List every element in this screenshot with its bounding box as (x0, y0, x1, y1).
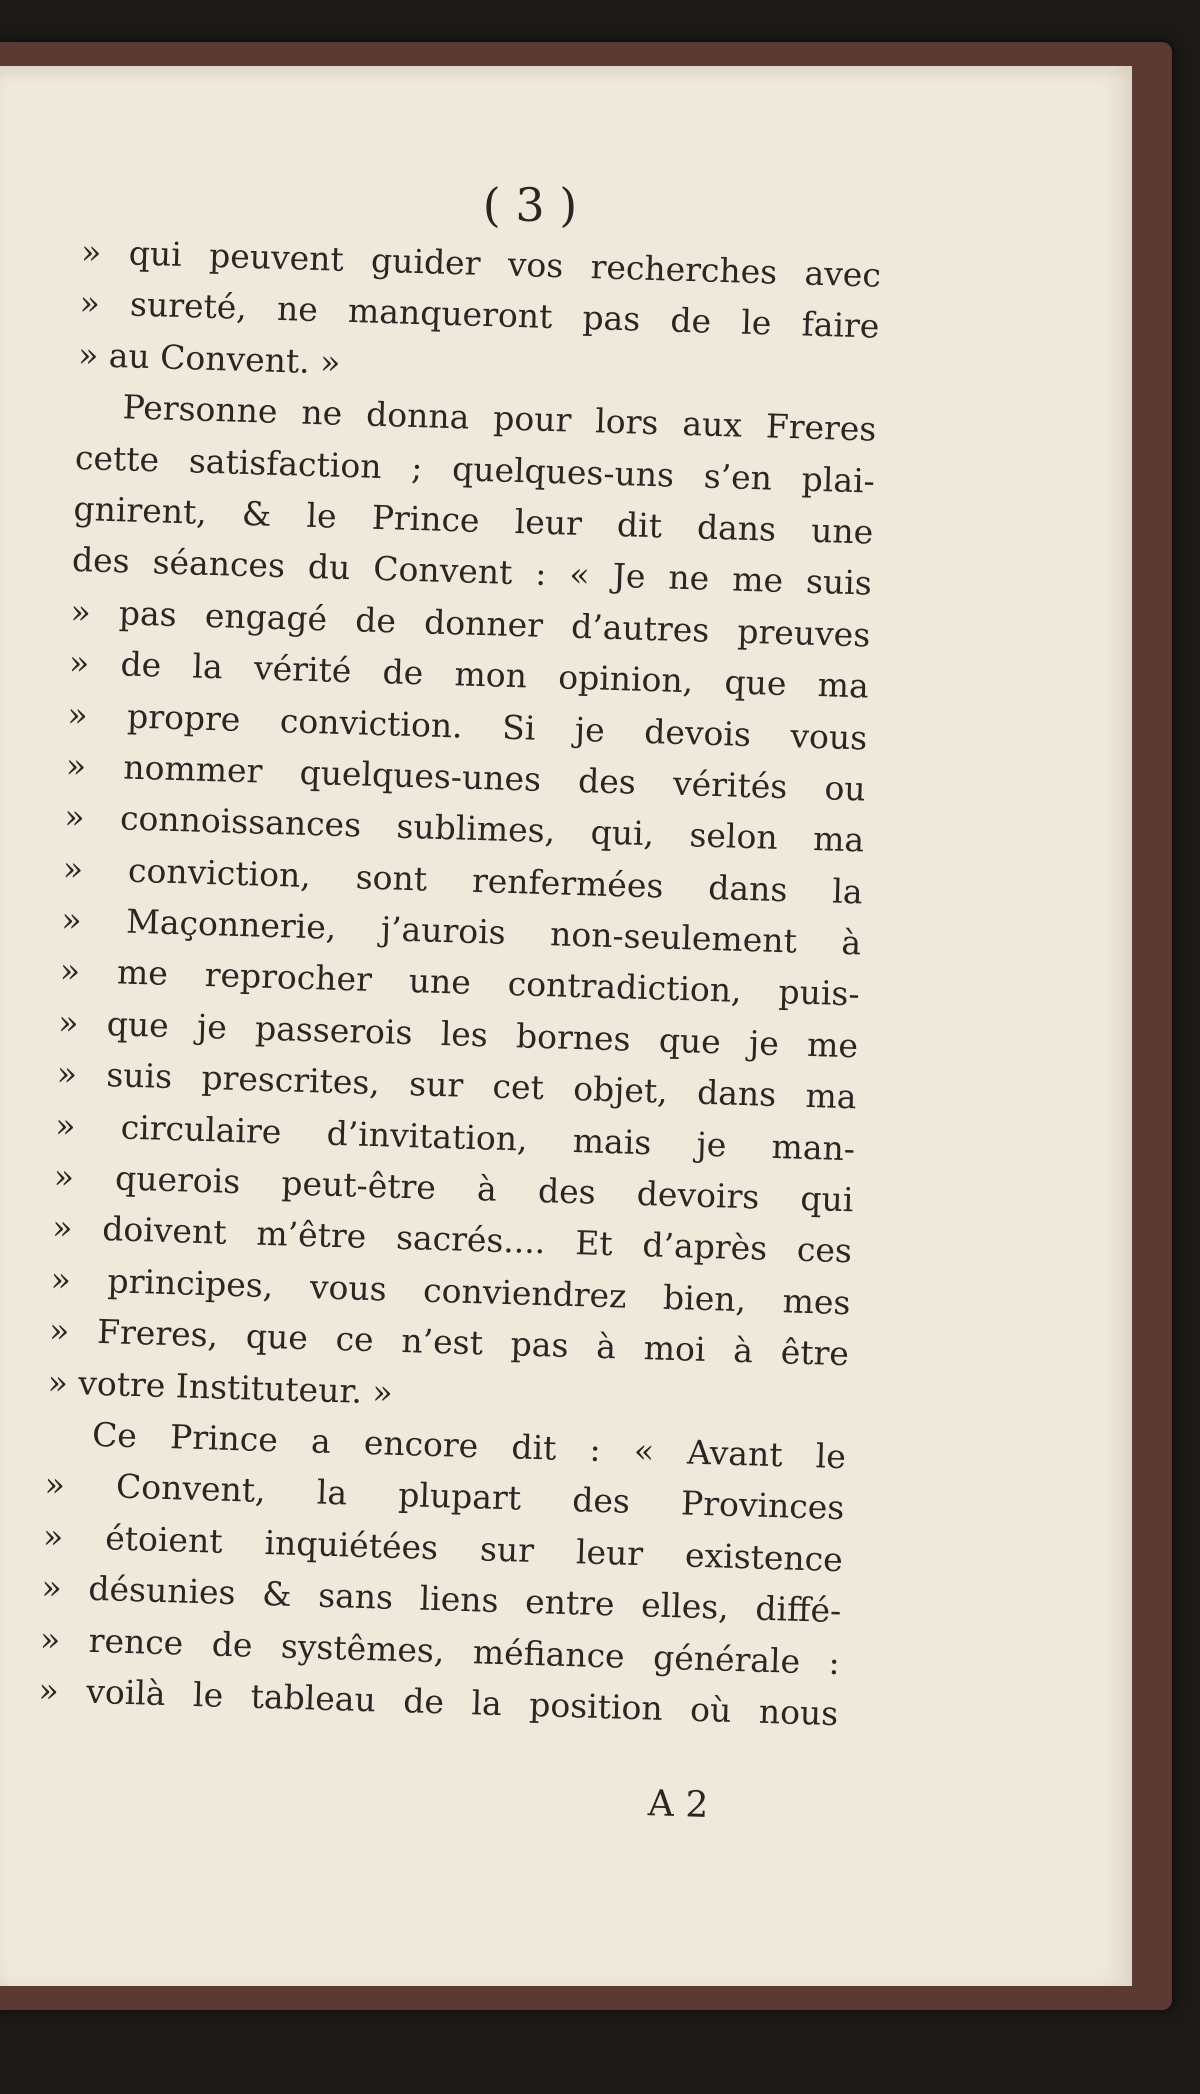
text-line: » au Convent. » (77, 334, 341, 382)
text-line: » étoient inquiétées sur leur existence (42, 1516, 844, 1579)
text-line: Ce Prince a encore dit : « Avant le (91, 1414, 847, 1477)
text-line: Personne ne donna pour lors aux Freres (122, 387, 877, 449)
text-line: » connoissances sublimes, qui, selon ma (63, 797, 865, 860)
text-line: » sureté, ne manqueront pas de le faire (79, 283, 880, 347)
text-line: gnirent, & le Prince leur dit dans une (73, 488, 874, 552)
signature-mark: A 2 (647, 1783, 709, 1826)
text-line: » me reprocher une contradiction, puis- (59, 951, 861, 1014)
text-line: » circulaire d’invitation, mais je man- (54, 1105, 856, 1168)
text-line: » désunies & sans liens entre elles, diffé- (41, 1567, 842, 1631)
text-line: cette satisfaction ; quelques-uns s’en plai- (74, 437, 876, 501)
text-line: » doivent m’être sacrés.... Et d’après ces (51, 1207, 853, 1271)
text-line: » querois peut-être à des devoirs qui (53, 1156, 855, 1220)
text-line: » voilà le tableau de la position où nous (37, 1670, 839, 1734)
text-line: » propre conviction. Si je devois vous (66, 694, 868, 758)
text-line: » rence de systêmes, méfiance générale : (39, 1618, 841, 1682)
text-line: » votre Instituteur. » (47, 1362, 394, 1412)
text-line: » principes, vous conviendrez bien, mes (50, 1259, 851, 1323)
text-line: » que je passerois les bornes que je me (57, 1002, 859, 1066)
text-line: » Maçonnerie, j’aurois non-seulement à (60, 899, 862, 963)
text-line: des séances du Convent : « Je ne me suis (71, 540, 873, 603)
text-line: » pas engagé de donner d’autres preuves (69, 591, 871, 655)
text-line: » qui peuvent guider vos recherches avec (80, 231, 882, 295)
text-line: » Convent, la plupart des Provinces (44, 1464, 845, 1528)
text-line: » suis prescrites, sur cet objet, dans ma (56, 1053, 858, 1117)
body-text (38, 226, 882, 1739)
text-line: » de la vérité de mon opinion, que ma (68, 642, 870, 706)
text-line: » conviction, sont renfermées dans la (62, 848, 864, 912)
page-number: ( 3 ) (482, 178, 578, 232)
text-line: » Freres, que ce n’est pas à moi à être (48, 1310, 850, 1374)
text-line: » nommer quelques-unes des vérités ou (65, 745, 867, 809)
